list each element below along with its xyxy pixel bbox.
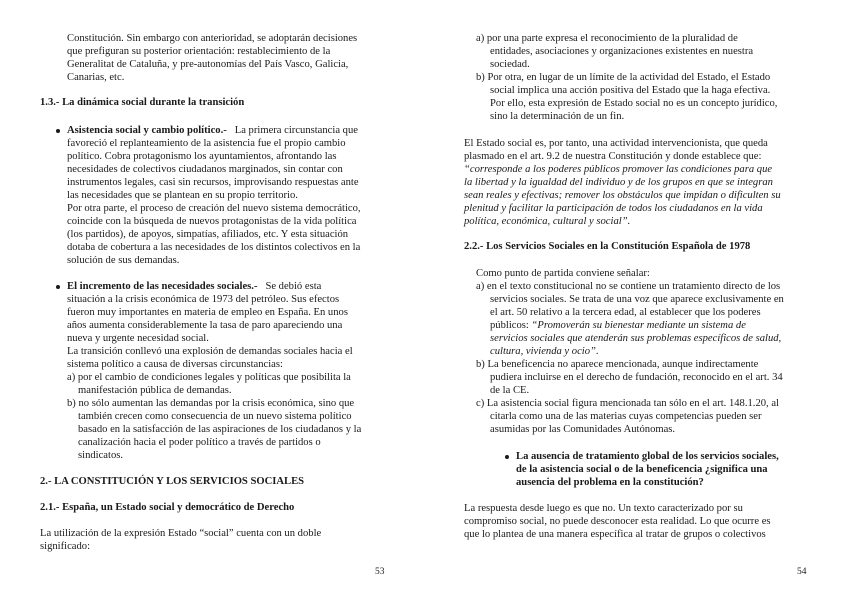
heading-2-1: 2.1.- España, un Estado social y democrático de Derecho bbox=[40, 502, 295, 513]
item-a-last-line bbox=[490, 346, 599, 359]
bullet-dot-2 bbox=[56, 285, 60, 289]
item-a-line-4 bbox=[490, 320, 746, 333]
para1-line: plasmado en el art. 9.2 de nuestra Constitución y donde establece que: bbox=[464, 151, 762, 162]
item-a-last-italic: cultura, vivienda y ocio” bbox=[490, 346, 596, 357]
bullet1-first-line bbox=[67, 125, 358, 138]
bullet2-item: basado en la satisfacción de las aspiraciones de los ciudadanos y la bbox=[78, 424, 362, 435]
bullet1-title: Asistencia social y cambio político.- bbox=[67, 125, 227, 136]
bullet1-line: las necesidades que se plantean en su propio territorio. bbox=[67, 190, 298, 201]
bullet-dot-1 bbox=[56, 129, 60, 133]
bullet1-line: político. Cobra protagonismo los ayuntamientos, afrontando las bbox=[67, 151, 337, 162]
intro-line-3: Generalitat de Cataluña, y pre-autonomías del País Vasco, Galicia, bbox=[67, 59, 349, 70]
item-b-line: b) La beneficencia no aparece mencionada, aunque indirectamente bbox=[476, 359, 759, 370]
item-a-line: servicios sociales. Se trata de una voz que aparece exclusivamente en bbox=[490, 294, 784, 305]
bullet1-line: necesidades de colectivos ciudadanos marginados, sin contar con bbox=[67, 164, 343, 175]
bullet2-line: años aumenta considerablemente la tasa de paro apareciendo una bbox=[67, 320, 343, 331]
bullet1-line: favoreció el replanteamiento de la asistencia fue el propio cambio bbox=[67, 138, 346, 149]
item-c-line: c) La asistencia social figura mencionada tan sólo en el art. 148.1.20, al bbox=[476, 398, 779, 409]
bullet2-title: El incremento de las necesidades sociales.- bbox=[67, 281, 258, 292]
bullet2-item: también crecen como consecuencia de un nuevo sistema político bbox=[78, 411, 352, 422]
bullet2-item: b) no sólo aumentan las demandas por la crisis económica, sino que bbox=[67, 398, 355, 409]
right-page bbox=[424, 0, 848, 599]
bullet2-first-line bbox=[67, 281, 321, 294]
list-top-line: b) Por otra, en lugar de un límite de la actividad del Estado, el Estado bbox=[476, 72, 771, 83]
question-line: de la asistencia social o de la beneficencia ¿significa una bbox=[516, 464, 768, 475]
bullet2-item: manifestación pública de demandas. bbox=[78, 385, 232, 396]
item-c-line: asumidas por las Comunidades Autónomas. bbox=[490, 424, 676, 435]
heading-2: 2.- LA CONSTITUCIÓN Y LOS SERVICIOS SOCIALES bbox=[40, 476, 305, 487]
list-top-line: a) por una parte expresa el reconocimiento de la pluralidad de bbox=[476, 33, 738, 44]
bullet2-item: canalización hacia el poder político a través de partidos o bbox=[78, 437, 321, 448]
list-top-line: sociedad. bbox=[490, 59, 530, 70]
intro-line-2: que prefiguran su posterior orientación: restablecimiento de la bbox=[67, 46, 331, 57]
final-line: compromiso social, no puede desconocer esta realidad. Lo que ocurre es bbox=[464, 516, 771, 527]
final-line: La respuesta desde luego es que no. Un texto caracterizado por su bbox=[464, 503, 743, 514]
list-top-line: entidades, asociaciones y organizaciones existentes en nuestra bbox=[490, 46, 754, 57]
bullet2-line: situación a la crisis económica de 1973 del petróleo. Sus efectos bbox=[67, 294, 340, 305]
list-top-line: social implica una acción positiva del Estado que la haga efectiva. bbox=[490, 85, 771, 96]
intro-line-4: Canarias, etc. bbox=[67, 72, 125, 83]
heading-1-3: 1.3.- La dinámica social durante la transición bbox=[40, 97, 245, 108]
item-a-line4-plain: públicos: bbox=[490, 320, 532, 331]
item-a-line: el art. 50 relativo a la tercera edad, al establecer que los poderes bbox=[490, 307, 761, 318]
bullet1-line: dotaba de cobertura a las necesidades de los distintos colectivos en la bbox=[67, 242, 361, 253]
bullet1-first-line-rest: La primera circunstancia que bbox=[234, 125, 358, 136]
bullet2-item: a) por el cambio de condiciones legales y políticas que posibilita la bbox=[67, 372, 351, 383]
starting-point: Como punto de partida conviene señalar: bbox=[476, 268, 650, 279]
bullet2-line: La transición conllevó una explosión de demandas sociales hacia el bbox=[67, 346, 353, 357]
item-a-line: a) en el texto constitucional no se contiene un tratamiento directo de los bbox=[476, 281, 781, 292]
item-a-last-plain: . bbox=[595, 346, 599, 357]
para1-line: El Estado social es, por tanto, una actividad intervencionista, que queda bbox=[464, 138, 768, 149]
quote-line: política, económica, cultural y social”. bbox=[464, 216, 631, 227]
bullet2-item: sindicatos. bbox=[78, 450, 124, 461]
bullet1-line: instrumentos legales, casi sin recursos, improvisando respuestas ante bbox=[67, 177, 359, 188]
bullet2-line: sistema político a causa de diversas circunstancias: bbox=[67, 359, 283, 370]
bullet2-line: nueva y urgente necesidad social. bbox=[67, 333, 209, 344]
quote-line: la libertad y la igualdad del individuo y de los grupos en que se integran bbox=[464, 177, 773, 188]
item-c-line: citarla como una de las materias cuyas competencias pueden ser bbox=[490, 411, 762, 422]
bullet2-first-line-rest: Se debió esta bbox=[265, 281, 322, 292]
bullet1-line: Por otra parte, el proceso de creación del nuevo sistema democrático, bbox=[67, 203, 361, 214]
heading-2-2: 2.2.- Los Servicios Sociales en la Constitución Española de 1978 bbox=[464, 241, 751, 252]
bullet1-line: (los partidos), de apoyos, simpatías, afiliados, etc. Y esta situación bbox=[67, 229, 349, 240]
bullet-dot-question bbox=[505, 455, 509, 459]
page-number-right: 54 bbox=[797, 567, 807, 577]
item-b-line: de la CE. bbox=[490, 385, 530, 396]
closing-line-2: significado: bbox=[40, 541, 91, 552]
item-a-italic-line: servicios sociales que atenderán sus problemas específicos de salud, bbox=[490, 333, 782, 344]
item-b-line: pudiera incluirse en el derecho de fundación, reconocido en el art. 34 bbox=[490, 372, 783, 383]
quote-line: “corresponde a los poderes públicos promover las condiciones para que bbox=[464, 164, 773, 175]
quote-line: plenitud y facilitar la participación de todos los ciudadanos en la vida bbox=[464, 203, 763, 214]
final-line: que lo plantea de una manera específica al tratar de grupos o colectivos bbox=[464, 529, 766, 540]
bullet1-line: coincide con la búsqueda de nuevos protagonistas de la vida política bbox=[67, 216, 357, 227]
question-line: ausencia del problema en la constitución? bbox=[516, 477, 704, 488]
quote-line: sean reales y efectivas; remover los obstáculos que impidan o dificulten su bbox=[464, 190, 781, 201]
bullet2-line: fueron muy importantes en materia de empleo en España. En unos bbox=[67, 307, 348, 318]
list-top-line: Por ello, esta expresión de Estado social no es un concepto jurídico, bbox=[490, 98, 778, 109]
list-top-line: sino la determinación de un fin. bbox=[490, 111, 625, 122]
bullet1-line: solución de sus demandas. bbox=[67, 255, 180, 266]
page-number-left: 53 bbox=[375, 567, 385, 577]
closing-line-1: La utilización de la expresión Estado “social” cuenta con un doble bbox=[40, 528, 322, 539]
item-a-line4-italic: “Promoverán su bienestar mediante un sistema de bbox=[531, 320, 746, 331]
question-line: La ausencia de tratamiento global de los servicios sociales, bbox=[516, 451, 779, 462]
intro-line-1: Constitución. Sin embargo con anterioridad, se adoptarán decisiones bbox=[67, 33, 358, 44]
